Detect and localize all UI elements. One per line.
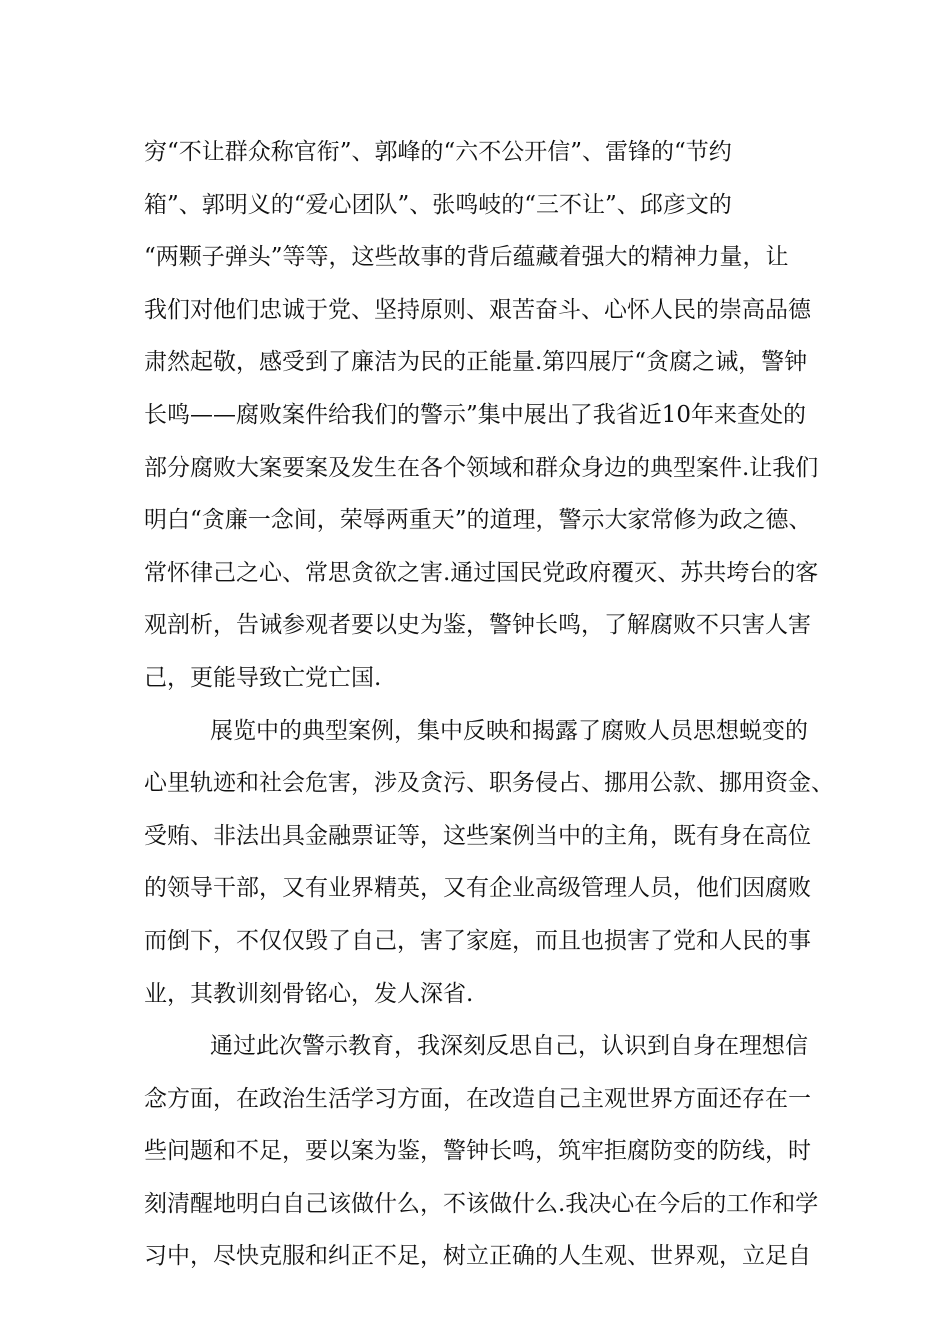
text-line: 念方面，在政治生活学习方面，在改造自己主观世界方面还存在一 — [144, 1085, 811, 1112]
text-line: 习中，尽快克服和纠正不足，树立正确的人生观、世界观，立足自 — [144, 1243, 811, 1270]
paragraph-2 — [144, 705, 834, 1021]
text-line: 穷“不让群众称官衔”、郭峰的“六不公开信”、雷锋的“节约 — [144, 139, 732, 165]
text-line: 箱”、郭明义的“爱心团队”、张鸣岐的“三不让”、邱彦文的 — [144, 191, 732, 218]
text-line: 我们对他们忠诚于党、坚持原则、艰苦奋斗、心怀人民的崇高品德 — [144, 296, 811, 323]
text-line: 些问题和不足，要以案为鉴，警钟长鸣，筑牢拒腐防变的防线，时 — [144, 1138, 811, 1165]
text-line: 心里轨迹和社会危害，涉及贪污、职务侵占、挪用公款、挪用资金、 — [144, 770, 834, 797]
text-line: 肃然起敬，感受到了廉洁为民的正能量.第四展厅“贪腐之诫，警钟 — [144, 349, 808, 376]
text-line: 而倒下，不仅仅毁了自己，害了家庭，而且也损害了党和人民的事 — [144, 927, 811, 954]
text-line: 受贿、非法出具金融票证等，这些案例当中的主角，既有身在高位 — [144, 822, 811, 849]
text-line: 通过此次警示教育，我深刻反思自己，认识到自身在理想信 — [210, 1033, 808, 1060]
text-line: 部分腐败大案要案及发生在各个领域和群众身边的典型案件.让我们 — [144, 454, 819, 481]
text-line: 的领导干部，又有业界精英，又有企业高级管理人员，他们因腐败 — [144, 875, 811, 902]
text-line: 明白“贪廉一念间，荣辱两重天”的道理，警示大家常修为政之德、 — [144, 507, 812, 534]
document-body — [144, 126, 834, 1283]
text-line: “两颗子弹头”等等，这些故事的背后蕴藏着强大的精神力量，让 — [144, 244, 789, 271]
paragraph-3 — [144, 1020, 834, 1283]
text-line: 观剖析，告诫参观者要以史为鉴，警钟长鸣，了解腐败不只害人害 — [144, 612, 811, 639]
text-line: 长鸣——腐败案件给我们的警示”集中展出了我省近10年来查处的 — [144, 401, 807, 428]
paragraph-1 — [144, 126, 834, 705]
text-line: 刻清醒地明白自己该做什么，不该做什么.我决心在今后的工作和学 — [144, 1190, 819, 1217]
text-line: 己，更能导致亡党亡国. — [144, 664, 382, 691]
text-line: 展览中的典型案例，集中反映和揭露了腐败人员思想蜕变的 — [210, 717, 808, 744]
text-line: 常怀律己之心、常思贪欲之害.通过国民党政府覆灭、苏共垮台的客 — [144, 559, 819, 586]
text-line: 业，其教训刻骨铭心，发人深省. — [144, 980, 474, 1007]
